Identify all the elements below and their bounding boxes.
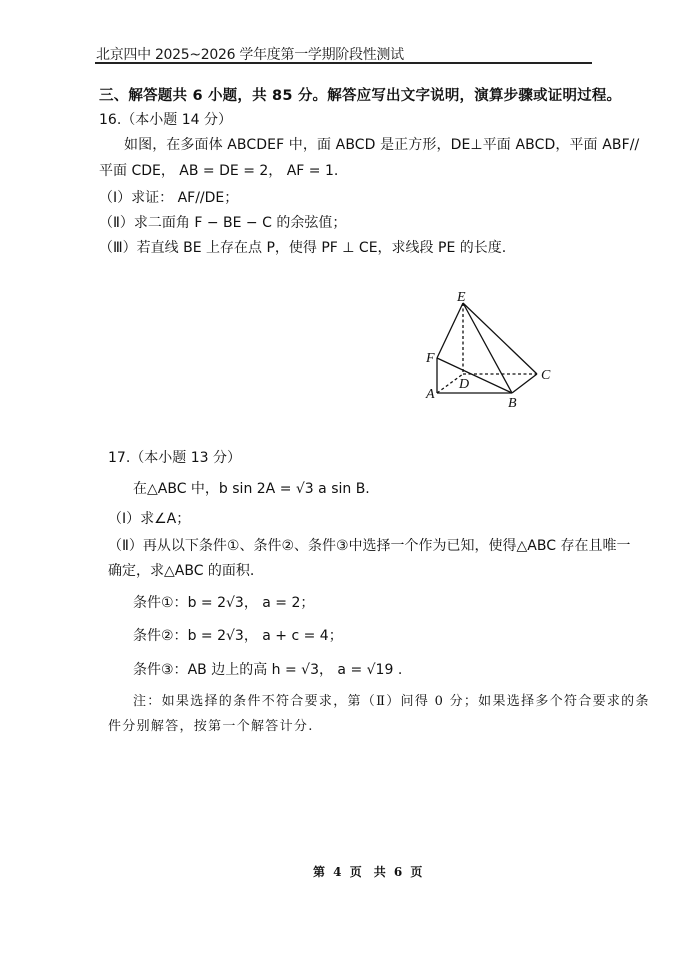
polyhedron-figure	[410, 282, 570, 412]
exam-header-title: 北京四中 2025~2026 学年度第一学期阶段性测试	[96, 47, 404, 63]
page-number: 第 4 页 共 6 页	[313, 865, 423, 879]
vertex-label-a: A	[426, 387, 435, 402]
condition-2	[133, 625, 343, 645]
condition-1	[133, 592, 314, 612]
condition-3-text: AB 边上的高 h = √3， a = √19 .	[187, 662, 403, 678]
problem-17-part2-line2: 确定，求△ABC 的面积.	[108, 563, 255, 579]
vertex-label-f: F	[426, 351, 435, 366]
problem-17-heading: 17.（本小题 13 分）	[108, 450, 241, 466]
problem-16-statement-line1: 如图，在多面体 ABCDEF 中，面 ABCD 是正方形，DE⊥平面 ABCD，平面 ABF//	[124, 137, 640, 153]
vertex-label-c: C	[541, 368, 551, 383]
problem-16-statement-line2: 平面 CDE， AB = DE = 2， AF = 1.	[99, 163, 339, 179]
problem-16-part2: （Ⅱ）求二面角 F − BE − C 的余弦值；	[99, 215, 347, 231]
problem-17-part2-line1: （Ⅱ）再从以下条件①、条件②、条件③中选择一个作为已知，使得△ABC 存在且唯一	[108, 538, 631, 554]
section-heading: 三、解答题共 6 小题，共 85 分。解答应写出文字说明，演算步骤或证明过程。	[99, 88, 622, 104]
problem-17-part1: （Ⅰ）求∠A；	[108, 511, 191, 527]
problem-17-statement: 在△ABC 中，b sin 2A = √3 a sin B.	[133, 481, 370, 497]
vertex-label-b: B	[508, 396, 517, 411]
condition-2-label: 条件②：	[133, 628, 188, 644]
problem-16-part1: （Ⅰ）求证： AF//DE；	[99, 190, 239, 206]
vertex-label-d: D	[459, 377, 470, 392]
header-divider	[95, 62, 592, 64]
problem-16-heading: 16.（本小题 14 分）	[99, 112, 232, 128]
note-line1: 注：如果选择的条件不符合要求，第（Ⅱ）问得 0 分；如果选择多个符合要求的条	[133, 694, 650, 709]
polyhedron-diagram-icon	[410, 282, 570, 412]
condition-1-text: b = 2√3， a = 2；	[187, 595, 315, 611]
problem-16-part3: （Ⅲ）若直线 BE 上存在点 P，使得 PF ⊥ CE，求线段 PE 的长度.	[99, 240, 507, 256]
condition-2-text: b = 2√3， a + c = 4；	[187, 628, 343, 644]
condition-3	[133, 659, 402, 679]
condition-1-label: 条件①：	[133, 595, 188, 611]
note-line2: 件分别解答，按第一个解答计分.	[108, 719, 314, 734]
vertex-label-e: E	[457, 290, 466, 305]
condition-3-label: 条件③：	[133, 662, 188, 678]
